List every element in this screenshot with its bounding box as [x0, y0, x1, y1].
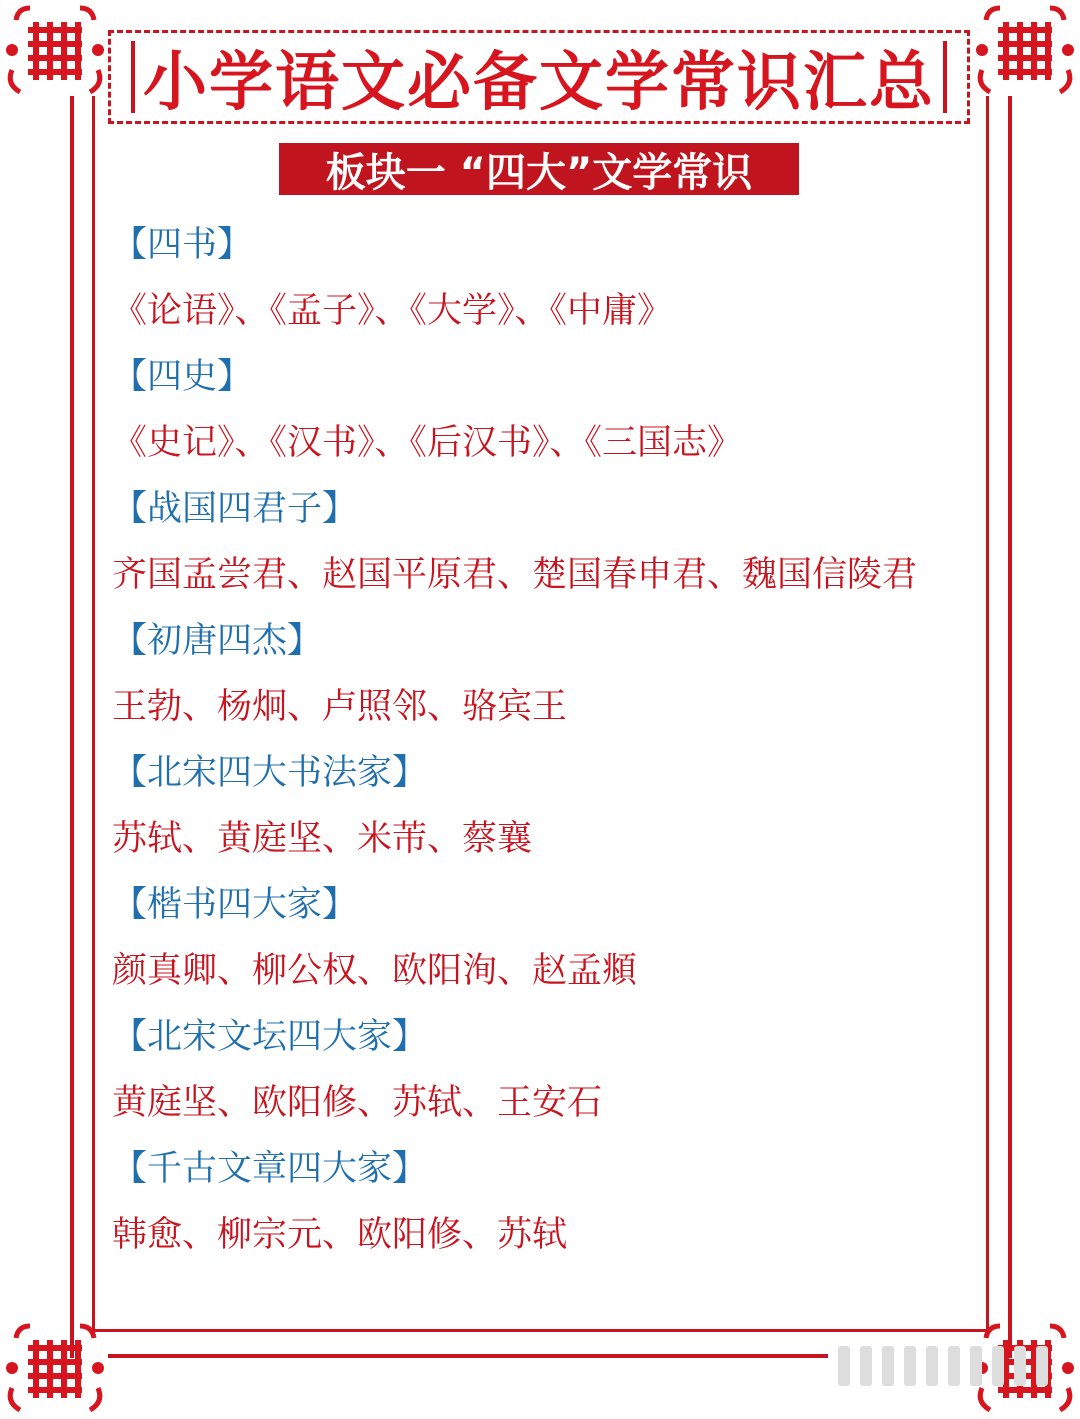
category-label: 【四书】: [112, 225, 253, 265]
chinese-knot-icon: [0, 0, 110, 100]
watermark-bars-icon: [838, 1340, 1070, 1388]
category-block: [112, 476, 972, 608]
title-banner: [108, 30, 970, 124]
category-block: [112, 1004, 972, 1136]
category-items: 《史记》、《汉书》、《后汉书》、《三国志》: [112, 423, 743, 463]
category-label: 【楷书四大家】: [112, 885, 358, 925]
category-items: 齐国孟尝君、赵国平原君、楚国春申君、魏国信陵君: [112, 555, 918, 595]
chinese-knot-icon: [970, 0, 1080, 100]
category-items: 黄庭坚、欧阳修、苏轼、王安石: [112, 1083, 603, 1123]
category-label: 【四史】: [112, 357, 253, 397]
category-items: 苏轼、黄庭坚、米芾、蔡襄: [112, 819, 533, 859]
frame-outer-left: [70, 96, 74, 1358]
category-block: [112, 872, 972, 1004]
category-items: 颜真卿、柳公权、欧阳洵、赵孟頫: [112, 951, 638, 991]
section-banner: 板块一 “四大”文学常识: [279, 143, 799, 195]
frame-inner-right: [986, 96, 989, 1332]
category-label: 【战国四君子】: [112, 489, 358, 529]
frame-outer-right: [1008, 96, 1012, 1358]
frame-bottom-outer: [108, 1354, 828, 1358]
knowledge-list: [112, 212, 972, 1268]
chinese-knot-icon: [0, 1318, 110, 1418]
category-block: [112, 344, 972, 476]
category-label: 【北宋文坛四大家】: [112, 1017, 428, 1057]
frame-inner-left: [92, 96, 95, 1332]
category-block: [112, 1136, 972, 1268]
category-block: [112, 740, 972, 872]
category-block: [112, 608, 972, 740]
category-items: 王勃、杨炯、卢照邻、骆宾王: [112, 687, 568, 727]
category-label: 【千古文章四大家】: [112, 1149, 428, 1189]
category-label: 【北宋四大书法家】: [112, 753, 428, 793]
frame-bottom-inner: [92, 1329, 989, 1332]
category-items: 韩愈、柳宗元、欧阳修、苏轼: [112, 1215, 568, 1255]
page-title: 小学语文必备文学常识汇总: [143, 46, 935, 120]
category-items: 《论语》、《孟子》、《大学》、《中庸》: [112, 291, 673, 331]
category-label: 【初唐四杰】: [112, 621, 323, 661]
category-block: [112, 212, 972, 344]
